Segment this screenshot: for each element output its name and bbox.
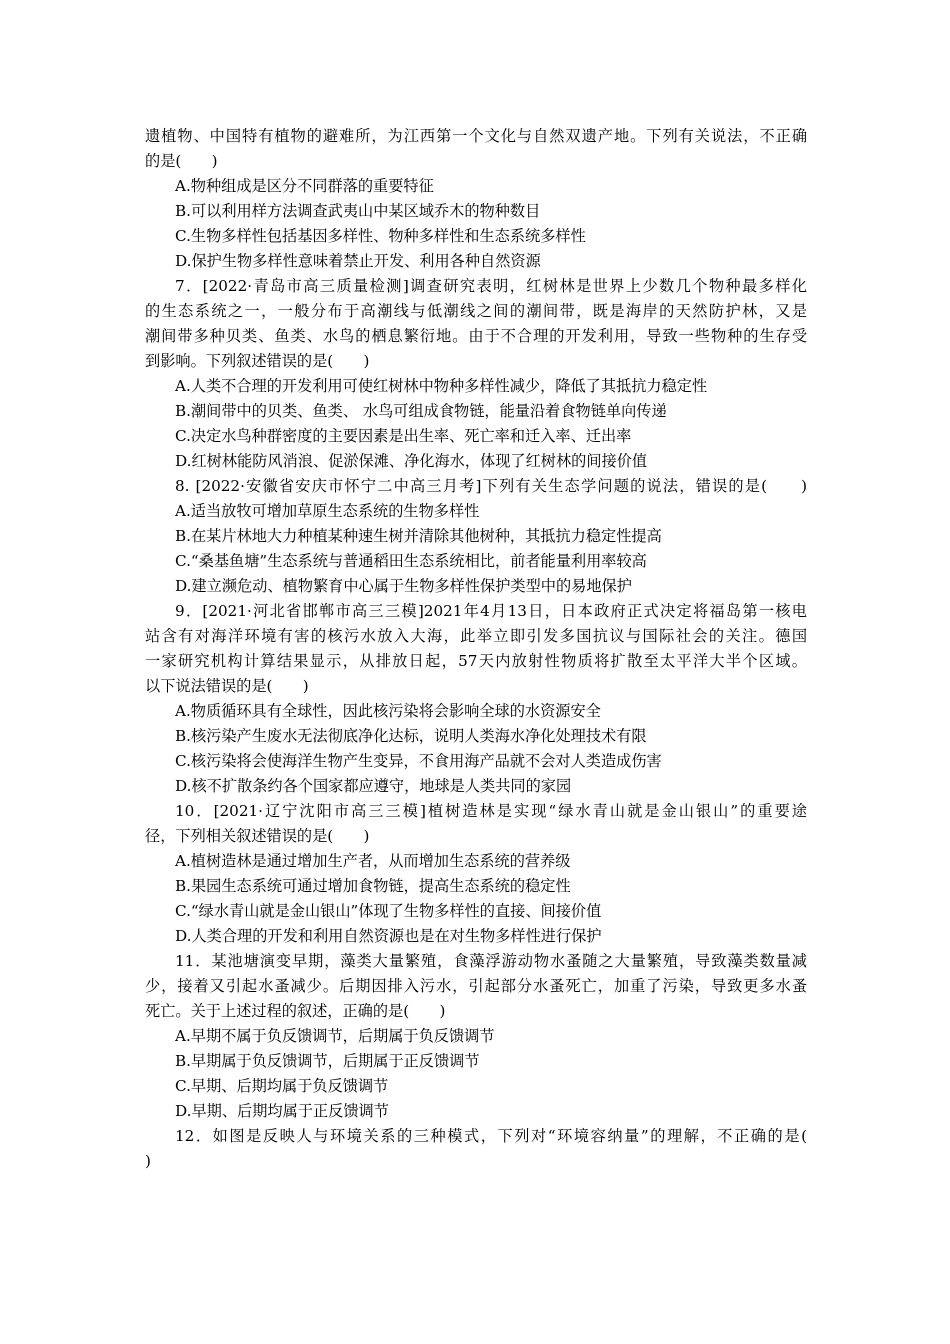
text-line: 站含有对海洋环境有害的核污水放入大海，此举立即引发多国抗议与国际社会的关注。德国 <box>145 627 807 645</box>
text-line: C.“绿水青山就是金山银山”体现了生物多样性的直接、间接价值 <box>175 902 602 920</box>
text-line: D.建立濒危动、植物繁育中心属于生物多样性保护类型中的易地保护 <box>175 577 632 595</box>
text-line: 径，下列相关叙述错误的是( ) <box>145 827 370 845</box>
text-line: B.果园生态系统可通过增加食物链，提高生态系统的稳定性 <box>175 877 571 895</box>
text-line: 以下说法错误的是( ) <box>145 677 309 695</box>
text-line: D.核不扩散条约各个国家都应遵守，地球是人类共同的家园 <box>175 777 572 795</box>
text-line: 潮间带多种贝类、鱼类、水鸟的栖息繁衍地。由于不合理的开发利用，导致一些物种的生存受 <box>145 327 807 345</box>
text-line: A.人类不合理的开发利用可使红树林中物种多样性减少，降低了其抵抗力稳定性 <box>175 377 708 395</box>
text-line: D.早期、后期均属于正反馈调节 <box>175 1102 389 1120</box>
text-line: 8. [2022·安徽省安庆市怀宁二中高三月考]下列有关生态学问题的说法，错误的是( ) <box>175 477 807 495</box>
text-line: D.红树林能防风消浪、促淤保滩、净化海水，体现了红树林的间接价值 <box>175 452 648 470</box>
text-line: 遗植物、中国特有植物的避难所，为江西第一个文化与自然双遗产地。下列有关说法，不正确 <box>145 127 807 145</box>
text-line: C.早期、后期均属于负反馈调节 <box>175 1077 389 1095</box>
text-line: A.早期不属于负反馈调节，后期属于负反馈调节 <box>175 1027 495 1045</box>
text-line: 10．[2021·辽宁沈阳市高三三模]植树造林是实现“绿水青山就是金山银山”的重要途 <box>175 802 807 820</box>
text-line: C.核污染将会使海洋生物产生变异，不食用海产品就不会对人类造成伤害 <box>175 752 662 770</box>
text-line: 的生态系统之一，一般分布于高潮线与低潮线之间的潮间带，既是海岸的天然防护林，又是 <box>145 302 807 320</box>
text-line: 少，接着又引起水蚤减少。后期因排入污水，引起部分水蚤死亡，加重了污染，导致更多水蚤 <box>145 977 807 995</box>
text-line: A.植树造林是通过增加生产者，从而增加生态系统的营养级 <box>175 852 571 870</box>
text-line: 一家研究机构计算结果显示，从排放日起，57天内放射性物质将扩散至太平洋大半个区域。 <box>145 652 807 670</box>
text-line: B.早期属于负反馈调节，后期属于正反馈调节 <box>175 1052 480 1070</box>
text-line: ) <box>145 1152 151 1170</box>
text-line: A.适当放牧可增加草原生态系统的生物多样性 <box>175 502 480 520</box>
text-line: D.保护生物多样性意味着禁止开发、利用各种自然资源 <box>175 252 541 270</box>
text-line: B.核污染产生废水无法彻底净化达标，说明人类海水净化处理技术有限 <box>175 727 647 745</box>
text-line: 9．[2021·河北省邯郸市高三三模]2021年4月13日，日本政府正式决定将福岛第一核电 <box>175 602 807 620</box>
text-line: 12．如图是反映人与环境关系的三种模式，下列对“环境容纳量”的理解，不正确的是( <box>175 1127 807 1145</box>
text-line: A.物种组成是区分不同群落的重要特征 <box>175 177 434 195</box>
text-line: 的是( ) <box>145 152 218 170</box>
text-line: 死亡。关于上述过程的叙述，正确的是( ) <box>145 1002 446 1020</box>
text-line: 7．[2022·青岛市高三质量检测]调查研究表明，红树林是世界上少数几个物种最多样化 <box>175 277 807 295</box>
text-line: 11．某池塘演变早期，藻类大量繁殖，食藻浮游动物水蚤随之大量繁殖，导致藻类数量减 <box>175 952 807 970</box>
text-line: D.人类合理的开发和利用自然资源也是在对生物多样性进行保护 <box>175 927 602 945</box>
text-line: C.决定水鸟种群密度的主要因素是出生率、死亡率和迁入率、迁出率 <box>175 427 632 445</box>
text-line: A.物质循环具有全球性，因此核污染将会影响全球的水资源安全 <box>175 702 601 720</box>
text-line: C.生物多样性包括基因多样性、物种多样性和生态系统多样性 <box>175 227 586 245</box>
text-line: C.“桑基鱼塘”生态系统与普通稻田生态系统相比，前者能量利用率较高 <box>175 552 647 570</box>
text-line: B.在某片林地大力种植某种速生树并清除其他树种，其抵抗力稳定性提高 <box>175 527 662 545</box>
text-line: B.可以利用样方法调查武夷山中某区域乔木的物种数目 <box>175 202 541 220</box>
question-text <box>145 124 807 1174</box>
text-line: 到影响。下列叙述错误的是( ) <box>145 352 370 370</box>
text-line: B.潮间带中的贝类、鱼类、 水鸟可组成食物链，能量沿着食物链单向传递 <box>175 402 667 420</box>
